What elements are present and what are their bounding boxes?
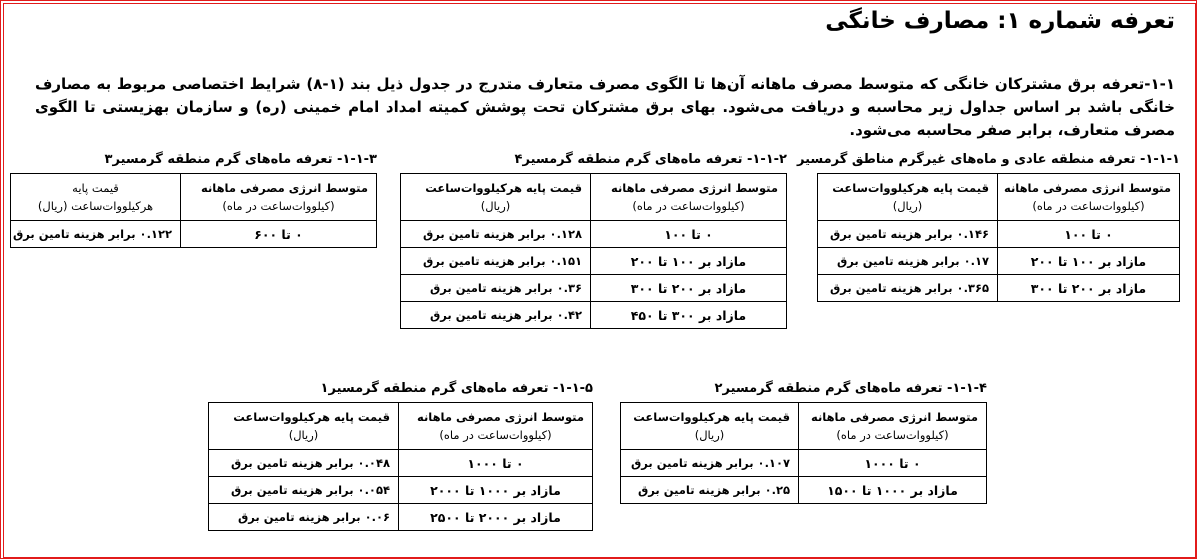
tariff-table-4 [620,381,987,504]
range-cell: مازاد بر ۲۰۰ تا ۳۰۰ [591,275,787,302]
table-row [401,275,787,302]
table-header-row [621,403,987,450]
price-cell: ۰.۰۶ برابر هزینه تامین برق [209,504,399,531]
price-cell: ۰.۱۰۷ برابر هزینه تامین برق [621,450,799,477]
table-row [818,248,1180,275]
range-cell: ۰ تا ۱۰۰ [591,221,787,248]
price-header: قیمت پایه هرکیلووات‌ساعت (ریال) [401,174,591,221]
range-cell: مازاد بر ۳۰۰ تا ۴۵۰ [591,302,787,329]
price-cell: ۰.۱۷ برابر هزینه تامین برق [818,248,998,275]
tariff-table-grid [817,173,1180,302]
table-header-row [818,174,1180,221]
price-cell: ۰.۱۴۶ برابر هزینه تامین برق [818,221,998,248]
price-cell: ۰.۳۶ برابر هزینه تامین برق [401,275,591,302]
table-row [209,477,593,504]
table-row [401,248,787,275]
price-cell: ۰.۳۶۵ برابر هزینه تامین برق [818,275,998,302]
consumption-header: متوسط انرژی مصرفی ماهانه (کیلووات‌ساعت در ماه) [799,403,987,450]
price-cell: ۰.۲۵ برابر هزینه تامین برق [621,477,799,504]
range-cell: مازاد بر ۲۰۰۰ تا ۲۵۰۰ [399,504,593,531]
table-row [401,221,787,248]
table-title: ۱-۱-۴- تعرفه ماه‌های گرم منطقه گرمسیر۲ [714,381,987,396]
consumption-header: متوسط انرژی مصرفی ماهانه (کیلووات‌ساعت در ماه) [399,403,593,450]
price-cell: ۰.۴۲ برابر هزینه تامین برق [401,302,591,329]
tariff-table-grid [400,173,787,329]
consumption-header: متوسط انرژی مصرفی ماهانه (کیلووات‌ساعت در ماه) [591,174,787,221]
tariff-table-1 [797,152,1180,302]
tariff-table-grid [208,402,593,531]
range-cell: ۰ تا ۱۰۰۰ [799,450,987,477]
tariff-table-grid [10,173,377,248]
table-row [401,302,787,329]
consumption-header: متوسط انرژی مصرفی ماهانه (کیلووات‌ساعت در ماه) [181,174,377,221]
price-header: قیمت پایه هرکیلووات‌ساعت (ریال) [818,174,998,221]
table-header-row [401,174,787,221]
range-cell: ۰ تا ۱۰۰۰ [399,450,593,477]
table-title: ۱-۱-۳- تعرفه ماه‌های گرم منطقه گرمسیر۳ [104,152,377,167]
price-header: قیمت پایه هرکیلووات‌ساعت (ریال) [11,174,181,221]
table-title: ۱-۱-۱- تعرفه منطقه عادی و ماه‌های غیرگرم مناطق گرمسیر [797,152,1180,167]
table-row [209,450,593,477]
table-row [621,477,987,504]
page-title: تعرفه شماره ۱: مصارف خانگی [825,8,1175,34]
price-cell: ۰.۰۵۴ برابر هزینه تامین برق [209,477,399,504]
range-cell: مازاد بر ۱۰۰ تا ۲۰۰ [591,248,787,275]
range-cell: مازاد بر ۱۰۰۰ تا ۲۰۰۰ [399,477,593,504]
price-cell: ۰.۰۴۸ برابر هزینه تامین برق [209,450,399,477]
price-cell: ۰.۱۵۱ برابر هزینه تامین برق [401,248,591,275]
range-cell: مازاد بر ۱۰۰ تا ۲۰۰ [998,248,1180,275]
price-header: قیمت پایه هرکیلووات‌ساعت (ریال) [209,403,399,450]
table-title: ۱-۱-۵- تعرفه ماه‌های گرم منطقه گرمسیر۱ [320,381,593,396]
table-title: ۱-۱-۲- تعرفه ماه‌های گرم منطقه گرمسیر۴ [514,152,787,167]
table-row [209,504,593,531]
tariff-table-5 [208,381,593,531]
tariff-table-2 [400,152,787,329]
table-row [11,221,377,248]
table-row [818,221,1180,248]
range-cell: ۰ تا ۶۰۰ [181,221,377,248]
price-header: قیمت پایه هرکیلووات‌ساعت (ریال) [621,403,799,450]
consumption-header: متوسط انرژی مصرفی ماهانه (کیلووات‌ساعت در ماه) [998,174,1180,221]
tariff-table-grid [620,402,987,504]
intro-paragraph: ۱-۱-تعرفه برق مشترکان خانگی که متوسط مصرف ماهانه آن‌ها تا الگوی مصرف متعارف متدرج در جدول ذیل بند (۱-۸) شرایط اختصاصی مربوط به مصارف خانگی باشد بر اساس جداول زیر محاسبه و دریافت می‌شود. بهای برق مشترکان تحت پوشش کمیته امداد امام خمینی (ره) و سازمان بهزیستی تا الگوی مصرف متعارف، برابر صفر محاسبه می‌شود. [35,75,1176,139]
range-cell: مازاد بر ۱۰۰۰ تا ۱۵۰۰ [799,477,987,504]
range-cell: مازاد بر ۲۰۰ تا ۳۰۰ [998,275,1180,302]
range-cell: ۰ تا ۱۰۰ [998,221,1180,248]
price-cell: ۰.۱۲۲ برابر هزینه تامین برق [11,221,181,248]
price-cell: ۰.۱۲۸ برابر هزینه تامین برق [401,221,591,248]
table-header-row [209,403,593,450]
table-row [621,450,987,477]
tariff-table-3 [10,152,377,248]
table-header-row [11,174,377,221]
table-row [818,275,1180,302]
